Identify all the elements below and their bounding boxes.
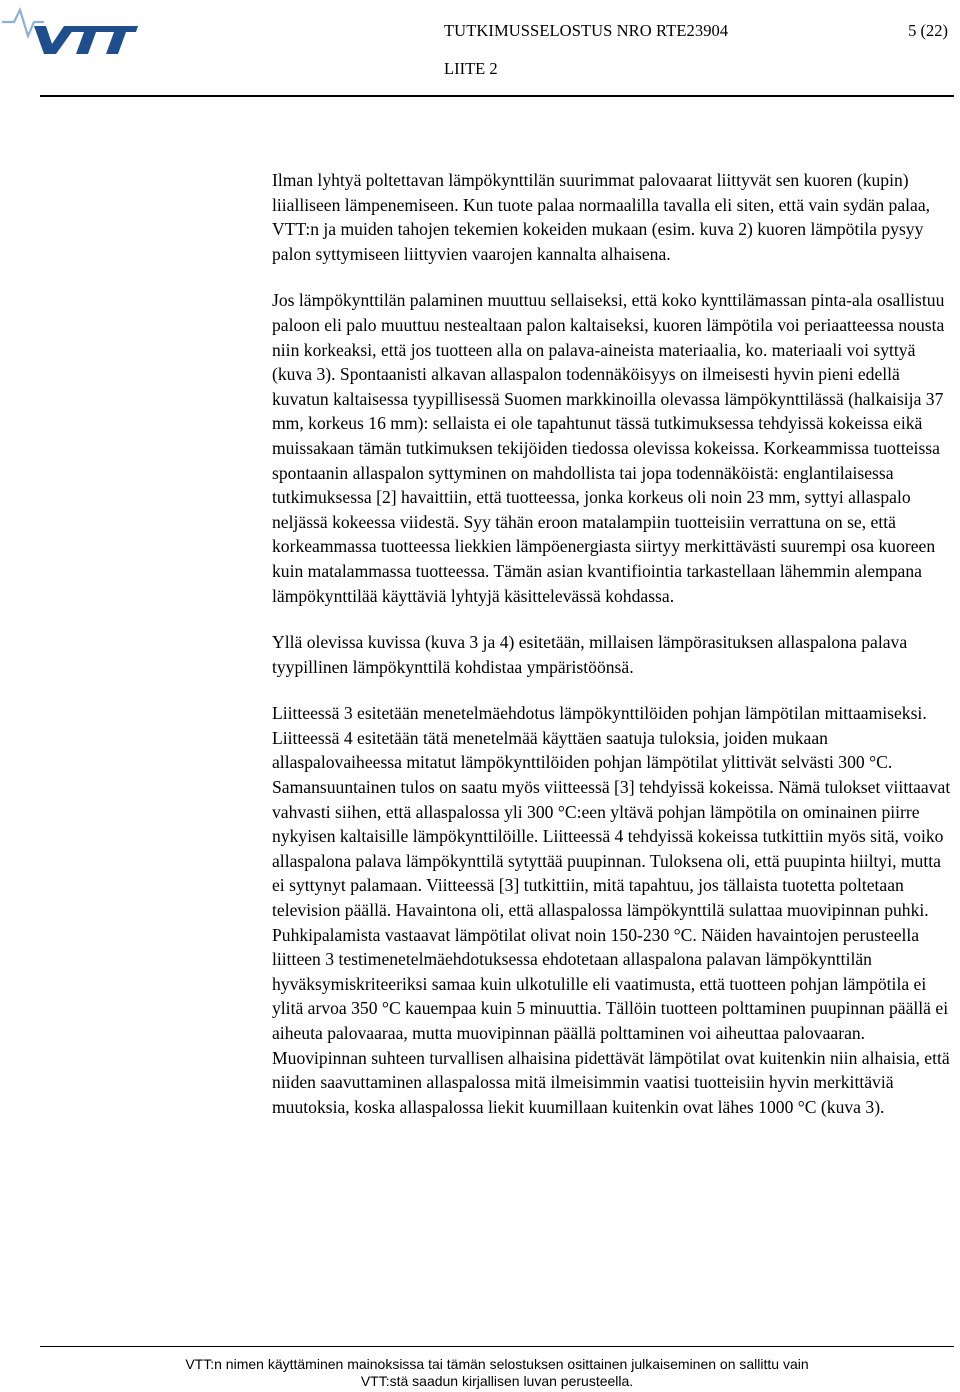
paragraph: Jos lämpökynttilän palaminen muuttuu sellaiseksi, että koko kynttilämassan pinta-ala osallistuu paloon eli palo muuttuu nestealtaan palon kaltaiseksi, kuoren lämpötila voi periaatteessa nousta niin korkeaksi, että jos tuotteen alla on palava-aineista materiaalia, ko. materiaali voi syttyä (kuva 3). Spontaanisti alkavan allaspalon todennäköisyys on ilmeisesti hyvin pieni edellä kuvatun kaltaisessa tyypillisessä Suomen markkinoilla olevassa lämpökynttilässä (halkaisija 37 mm, korkeus 16 mm): sellaista ei ole tapahtunut tässä tutkimuksessa tehdyissä kokeissa eikä muissakaan tämän tutkimuksen tekijöiden tiedossa olevissa kokeissa. Korkeammissa tuotteissa spontaanin allaspalon syttyminen on mahdollista tai jopa todennäköistä: englantilaisessa tutkimuksessa [2] havaittiin, että tuotteessa, jonka korkeus oli noin 23 mm, syttyi allaspalo neljässä kokeessa viidestä. Syy tähän eroon matalampiin tuotteisiin verrattuna on se, että korkeammassa tuotteessa liekkien lämpöenergiasta siirtyy merkittävästi suurempi osa kuoreen kuin matalammassa tuotteessa. Tämän asian kvantifiointia tarkastellaan lähemmin alempana lämpökynttilää käyttäviä lyhtyjä käsittelevässä kohdassa. — [272, 290, 945, 606]
page-number: 5 (22) — [908, 21, 948, 40]
paragraph: Yllä olevissa kuvissa (kuva 3 ja 4) esitetään, millaisen lämpörasituksen allaspalona palava tyypillinen lämpökynttilä kohdistaa ympäristöönsä. — [272, 632, 908, 677]
report-title: TUTKIMUSSELOSTUS NRO RTE23904 — [444, 21, 729, 40]
vtt-logo-icon — [0, 0, 140, 60]
footer-line: VTT:n nimen käyttäminen mainoksissa tai tämän selostuksen osittainen julkaiseminen on sallittu vain — [185, 1356, 809, 1372]
body-text — [272, 168, 952, 1119]
paragraph: Liitteessä 3 esitetään menetelmäehdotus lämpökynttilöiden pohjan lämpötilan mittaamiseksi. Liitteessä 4 esitetään tätä menetelmää käyttäen saatuja tuloksia, joiden mukaan allaspalovaiheessa mitatut lämpökynttilöiden pohjan lämpötilat ylittivät selvästi 300 °C. Samansuuntainen tulos on saatu myös viitteessä [3] tehdyissä kokeissa. Nämä tulokset viittaavat vahvasti siihen, että allaspalossa yli 300 °C:een yltävä pohjan lämpötila on ominainen piirre nykyisen kaltaisille lämpökynttilöille. Liitteessä 4 tehdyissä kokeissa tutkittiin myös sitä, voiko allaspalona palava lämpökynttilä sytyttää puupinnan. Tuloksena oli, että puupinta hiiltyi, mutta ei syttynyt palamaan. Viitteessä [3] tutkittiin, mitä tapahtuu, jos tällaista tuotetta poltetaan television päällä. Havaintona oli, että allaspalossa lämpökynttilä sulattaa muovipinnan puhki. Puhkipalamista vastaavat lämpötilat olivat noin 150-230 °C. Näiden havaintojen perusteella liitteen 3 testimenetelmäehdotuksessa ehdotetaan allaspalona palavan lämpökynttilän hyväksymiskriteeriksi samaa kuin ulkotulille eli vaatimusta, että tuotteen pohjan lämpötila ei ylitä arvoa 350 °C kauempaa kuin 5 minuuttia. Tällöin tuotteen polttaminen puupinnan päällä ei aiheuta palovaaraa, mutta muovipinnan päällä polttaminen voi aiheuttaa palovaaran. Muovipinnan suhteen turvallisen alhaisina pidettävät lämpötilat ovat kuitenkin niin alhaisia, että niiden saavuttaminen allaspalossa mitä ilmeisimmin vaatisi tuotteisiin hyvin merkittäviä muutoksia, koska allaspalossa liekit kuumillaan kuitenkin ovat lähes 1000 °C (kuva 3). — [272, 703, 951, 1117]
appendix-label: LIITE 2 — [444, 59, 498, 78]
vtt-logo — [0, 0, 140, 60]
paragraph: Ilman lyhtyä poltettavan lämpökynttilän suurimmat palovaarat liittyvät sen kuoren (kupin) liialliseen lämpenemiseen. Kun tuote palaa normaalilla tavalla eli siten, että vain sydän palaa, VTT:n ja muiden tahojen tekemien kokeiden mukaan (esim. kuva 2) kuoren lämpötila pysyy palon syttymiseen liittyvien vaarojen kannalta alhaisena. — [272, 170, 931, 264]
footer-line: VTT:stä saadun kirjallisen luvan perusteella. — [360, 1373, 634, 1389]
footer-notice — [40, 1356, 954, 1390]
header-rule — [40, 95, 954, 97]
footer-rule — [40, 1346, 954, 1347]
